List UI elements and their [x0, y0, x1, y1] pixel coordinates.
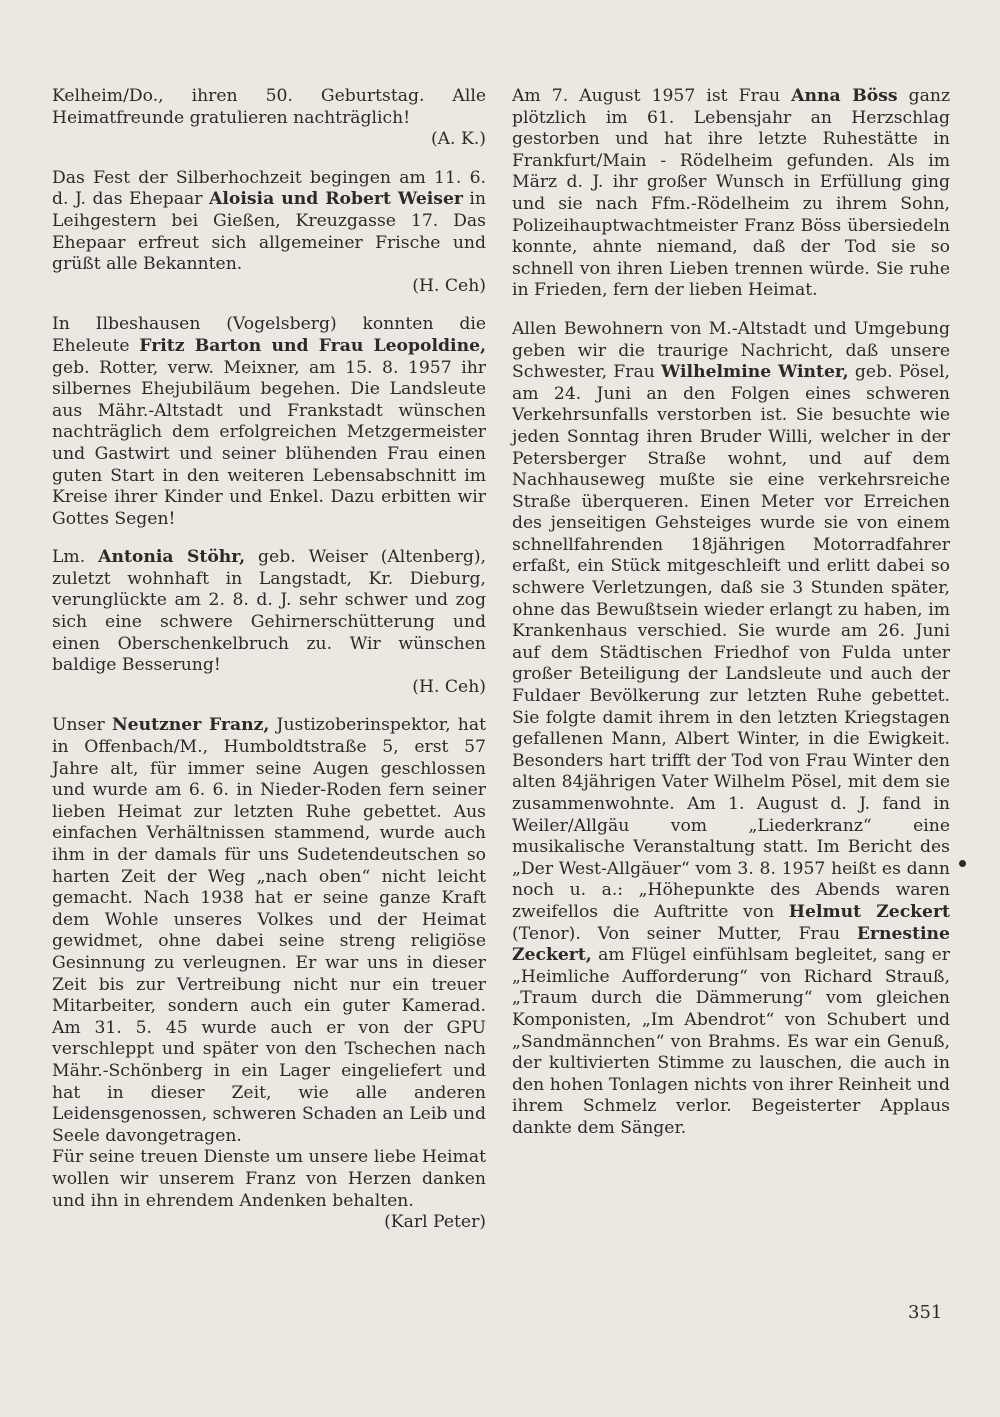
left-column: [52, 86, 486, 1251]
article-text: Kelheim/Do., ihren 50. Geburtstag. Alle Heimatfreunde gratulieren nachträglich!: [52, 86, 486, 128]
article-text: geb. Pösel, am 24. Juni an den Folgen eines schweren Verkehrsunfalls verstorben ist. Sie besuchte wie jeden Sonntag ihren Bruder Willi, welcher in der Petersberger Straße wohnt, und auf dem Nachhauseweg mußte sie eine verkehrsreiche Straße überqueren. Einen Meter vor Erreichen des jenseitigen Gehsteiges wurde sie von einem schnellfahrenden 18jährigen Motorradfahrer erfaßt, ein Stück mitgeschleift und erlitt dabei so schwere Verletzungen, daß sie 3 Stunden später, ohne das Bewußtsein wieder erlangt zu haben, im Krankenhaus verschied. Sie wurde am 26. Juni auf dem Städtischen Friedhof von Fulda unter großer Beteiligung der Landsleute und auch der Fuldaer Bevölkerung zur letzten Ruhe gebettet. Sie folgte damit ihrem in den letzten Kriegstagen gefallenen Mann, Albert Winter, in die Ewigkeit. Besonders hart trifft der Tod von Frau Winter den alten 84jährigen Vater Wilhelm Pösel, mit dem sie zusammenwohnte. Am 1. August d. J. fand in Weiler/Allgäu vom „Liederkranz“ eine musikalische Veranstaltung statt. Im Bericht des „Der West-Allgäuer“ vom 3. 8. 1957 heißt es dann noch u. a.: „Höhepunkte des Abends waren zweifellos die Auftritte von: [512, 362, 950, 922]
person-name: Antonia Stöhr,: [98, 547, 246, 568]
article-text: in Leihgestern bei Gießen, Kreuzgasse 17. Das Ehepaar erfreut sich allgemeiner Frische und grüßt alle Bekannten.: [52, 189, 487, 275]
author-signature: (H. Ceh): [412, 676, 486, 697]
person-name: Neutzner Franz,: [111, 715, 270, 736]
person-name: Helmut Zeckert: [788, 901, 950, 922]
author-signature: (Karl Peter): [384, 1212, 486, 1233]
article-text: Das Fest der Silberhochzeit begingen am 11. 6. d. J. das Ehepaar: [52, 167, 486, 210]
person-name: Ernestine Zeckert,: [512, 923, 950, 966]
article-text: Für seine treuen Dienste um unsere liebe Heimat wollen wir unserem Franz von Herzen danken und ihn in ehrendem Andenken behalten.: [52, 1147, 486, 1211]
article-text: geb. Rotter, verw. Meixner, am 15. 8. 1957 ihr silbernes Ehejubiläum begehen. Die Landsleute aus Mähr.-Altstadt und Frankstadt wünschen nachträglich dem erfolgreichen Metzgermeister und Gastwirt und seiner blühenden Frau einen guten Start in den weiteren Lebensabschnitt im Kreise ihrer Kinder und Enkel. Dazu erbitten wir Gottes Segen!: [52, 357, 486, 529]
article-text: ganz plötzlich im 61. Lebensjahr an Herzschlag gestorben und hat ihre letzte Ruhestätte in Frankfurt/Main - Rödelheim gefunden. Als im März d. J. ihr großer Wunsch in Erfüllung ging und sie nach Ffm.-Rödelheim zu ihrem Sohn, Polizeihauptwachtmeister Franz Böss übersiedeln konnte, ahnte niemand, daß der Tod sie so schnell von ihren Lieben trennen würde. Sie ruhe in Frieden, fern der lieben Heimat.: [512, 86, 950, 301]
person-name: Aloisia und Robert Weiser: [209, 189, 463, 210]
article-text: Unser: [52, 715, 112, 736]
margin-mark: [959, 860, 966, 867]
article-accident-stoehr: [52, 547, 486, 698]
article-obituary-neutzner: [52, 715, 486, 1147]
author-signature: (A. K.): [430, 129, 486, 150]
article-text: Am 7. August 1957 ist Frau: [512, 86, 792, 106]
article-text: am Flügel einfühlsam begleitet, sang er „Heimliche Aufforderung“ von Richard Strauß, „Traum durch die Dämmerung“ vom gleichen Komponisten, „Im Abendrot“ von Schubert und „Sandmännchen“ von Brahms. Es war ein Genuß, der kultivierten Stimme zu lauschen, die auch in den hohen Tonlagen nichts von ihrer Reinheit und ihrem Schmelz verlor. Begeisterter Applaus dankte dem Sänger.: [512, 945, 950, 1138]
article-text: geb. Weiser (Altenberg), zuletzt wohnhaft in Langstadt, Kr. Dieburg, verunglückte am 2. 8. d. J. sehr schwer und zog sich eine schwere Gehirnerschütterung und einen Oberschenkelbruch zu. Wir wünschen baldige Besserung!: [52, 547, 487, 676]
right-column: [512, 86, 950, 1157]
article-birthday: [52, 86, 486, 151]
person-name: Wilhelmine Winter,: [661, 362, 849, 383]
article-text: In Ilbeshausen (Vogelsberg) konnten die Eheleute: [52, 314, 486, 356]
article-text: Allen Bewohnern von M.-Altstadt und Umgebung geben wir die traurige Nachricht, daß unsere Schwester, Frau: [512, 318, 950, 383]
article-text: (Tenor). Von seiner Mutter, Frau: [512, 923, 857, 944]
article-obituary-neutzner-closing: [52, 1147, 486, 1233]
article-silver-wedding-weiser: [52, 168, 486, 298]
article-obituary-boess: [512, 86, 950, 302]
article-obituary-winter: [512, 319, 950, 1140]
page-number: 351: [908, 1302, 943, 1323]
author-signature: (H. Ceh): [412, 275, 486, 296]
person-name: Fritz Barton und Frau Leopoldine,: [139, 335, 486, 356]
article-text: Lm.: [52, 547, 99, 568]
article-text: Justizoberinspektor, hat in Offenbach/M., Humboldtstraße 5, erst 57 Jahre alt, für immer seine Augen geschlossen und wurde am 6. 6. in Nieder-Roden fern seiner lieben Heimat zur letzten Ruhe gebettet. Aus einfachen Verhältnissen stammend, wurde auch ihm in der damals für uns Sudetendeutschen so harten Zeit der Weg „nach oben“ nicht leicht gemacht. Nach 1938 hat er seine ganze Kraft dem Wohle unseres Volkes und der Heimat gewidmet, ohne dabei seine streng religiöse Gesinnung zu verleugnen. Er war uns in dieser Zeit bis zur Vertreibung nicht nur ein treuer Mitarbeiter, sondern auch ein guter Kamerad. Am 31. 5. 45 wurde auch er von der GPU verschleppt und später von den Tschechen nach Mähr.-Schönberg in ein Lager eingeliefert und hat in dieser Zeit, wie alle anderen Leidensgenossen, schweren Schaden an Leib und Seele davongetragen.: [52, 715, 486, 1146]
article-silver-wedding-barton: [52, 314, 486, 530]
person-name: Anna Böss: [791, 86, 898, 106]
